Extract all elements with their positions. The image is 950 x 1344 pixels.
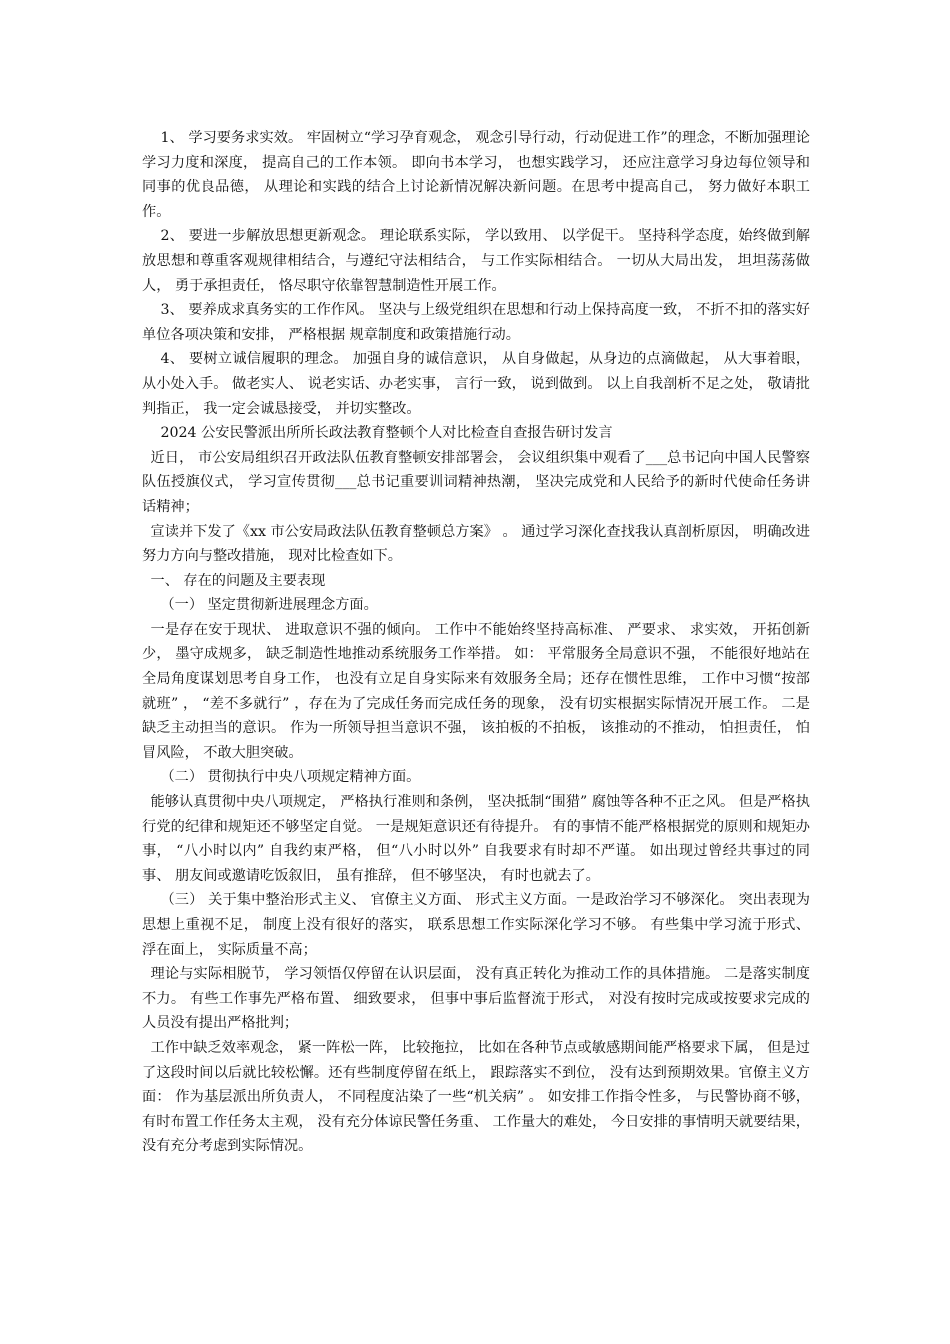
subheading-new-concept: （一） 坚定贯彻新进展理念方面。	[160, 597, 378, 614]
paragraph-work-style: 3、 要养成求真务实的工作作风。 坚决与上级党组织在思想和行动上保持高度一致， 不折不扣的落实好单位各项决策和安排， 严格根据 规章制度和政策措施行动。	[142, 302, 810, 343]
subheading-formalism: （三） 关于集中整治形式主义、 官僚主义方面、 形式主义方面。一是政治学习不够深化。 突出表现为思想上重视不足， 制度上没有很好的落实， 联系思想工作实际深化学习不够。 有些集中学习流于形式、 浮在面上， 实际质量不高；	[142, 892, 810, 958]
paragraph-theory-practice: 理论与实际相脱节， 学习领悟仅停留在认识层面， 没有真正转化为推动工作的具体措施。 二是落实制度不力。 有些工作事先严格布置、 细致要求， 但事中事后监督流于形式， 对没有按时完成或按要求完成的人员没有提出严格批判；	[142, 966, 810, 1032]
paragraph-plan: 宣读并下发了《xx 市公安局政法队伍教育整顿总方案》 。 通过学习深化查找我认真剖析原因， 明确改进努力方向与整改措施， 现对比检查如下。	[142, 523, 810, 565]
section-title: 2024 公安民警派出所所长政法教育整顿个人对比检查自查报告研讨发言	[160, 425, 613, 442]
paragraph-intro: 近日， 市公安局组织召开政法队伍教育整顿安排部署会， 会议组织集中观看了___总书记向中国人民警察队伍授旗仪式， 学习宣传贯彻___总书记重要训词精神热潮， 坚决完成党和人民给予的新时代使命任务讲话精神；	[142, 449, 810, 515]
subheading-eight-rules: （二） 贯彻执行中央八项规定精神方面。	[160, 769, 421, 786]
document-body	[142, 126, 810, 1159]
paragraph-emancipate-mind: 2、 要进一步解放思想更新观念。 理论联系实际， 学以致用、 以学促干。 坚持科学态度，始终做到解放思想和尊重客观规律相结合，与遵纪守法相结合， 与工作实际相结合。 一切从大局出发， 坦坦荡荡做人， 勇于承担责任， 恪尽职守依靠智慧制造性开展工作。	[142, 228, 810, 294]
paragraph-efficiency: 工作中缺乏效率观念， 紧一阵松一阵， 比较拖拉， 比如在各种节点或敏感期间能严格要求下属， 但是过了这段时间以后就比较松懈。还有些制度停留在纸上， 跟踪落实不到位， 没有达到预期效果。官僚主义方面： 作为基层派出所负责人， 不同程度沾染了一些“机关病” 。 如安排工作指令性多， 与民警协商不够， 有时布置工作任务太主观， 没有充分体谅民警任务重、 工作量大的难处， 今日安排的事情明天就要结果， 没有充分考虑到实际情况。	[142, 1039, 810, 1155]
paragraph-complacency: 一是存在安于现状、 进取意识不强的倾向。 工作中不能始终坚持高标准、 严要求、 求实效， 开拓创新少， 墨守成规多， 缺乏制造性地推动系统服务工作举措。 如： 平常服务全局意识不强， 不能很好地站在全局角度谋划思考自身工作， 也没有立足自身实际来有效服务全局；还存在惯性思维， 工作中习惯“按部就班” ， “差不多就行” ，存在为了完成任务而完成任务的现象， 没有切实根据实际情况开展工作。 二是缺乏主动担当的意识。 作为一所领导担当意识不强， 该拍板的不拍板， 该推动的不推动， 怕担责任， 怕冒风险， 不敢大胆突破。	[142, 621, 810, 761]
paragraph-discipline: 能够认真贯彻中央八项规定， 严格执行准则和条例， 坚决抵制“围猎” 腐蚀等各种不正之风。 但是严格执行党的纪律和规矩还不够坚定自觉。 一是规矩意识还有待提升。 有的事情不能严格根据党的原则和规矩办事， “八小时以内” 自我约束严格， 但“八小时以外” 自我要求有时却不严谨。 如出现过曾经共事过的同事、 朋友间或邀请吃饭叙旧， 虽有推辞， 但不够坚决， 有时也就去了。	[142, 794, 810, 884]
paragraph-study-effectiveness: 1、 学习要务求实效。 牢固树立“学习孕育观念， 观念引导行动，行动促进工作”的理念，不断加强理论学习力度和深度， 提高自己的工作本领。 即向书本学习， 也想实践学习， 还应注意学习身边每位领导和同事的优良品德， 从理论和实践的结合上讨论新情况解决新问题。在思考中提高自己， 努力做好本职工作。	[142, 130, 810, 220]
heading-problems: 一、 存在的问题及主要表现	[150, 572, 326, 589]
paragraph-integrity: 4、 要树立诚信履职的理念。 加强自身的诚信意识， 从自身做起，从身边的点滴做起， 从大事着眼， 从小处入手。 做老实人、 说老实话、办老实事， 言行一致， 说到做到。 以上自我剖析不足之处， 敬请批判指正， 我一定会诚恳接受， 并切实整改。	[142, 351, 810, 417]
